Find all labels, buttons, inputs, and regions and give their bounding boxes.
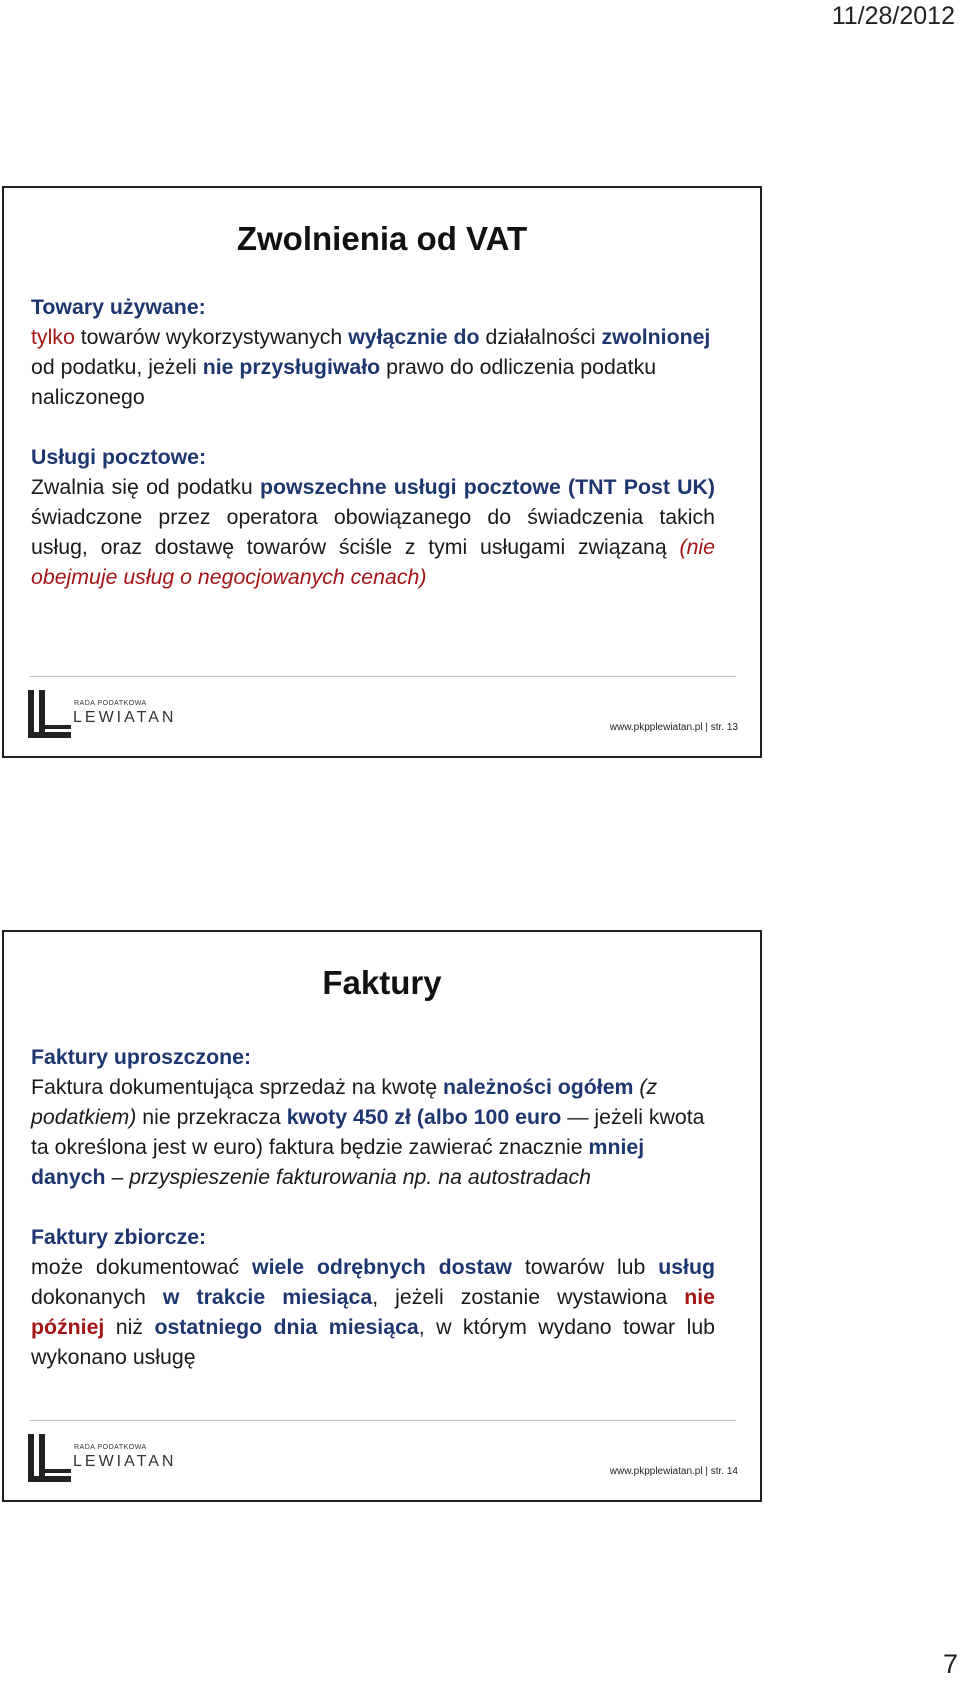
footer-url-page: www.pkpplewiatan.pl | str. 14 [609,1466,738,1477]
slide-title: Zwolnienia od VAT [236,220,528,257]
paragraph-faktury-zbiorcze: może dokumentować wiele odrębnych dostaw towarów lub usług dokonanych w trakcie miesiąca, jeżeli zostanie wystawiona nie później niż ostatniego dnia miesiąca, w którym wydano towar lub wykonano usługę [31,1255,716,1369]
lewiatan-logo-mark-icon [28,1432,72,1484]
slide-page: str. 14 [710,1466,738,1477]
paragraph-uslugi-pocztowe: Zwalnia się od podatku powszechne usługi pocztowe (TNT Post UK) świadczone przez operatora obowiązanego do świadczenia takich usług, oraz dostawę towarów ściśle z tymi usługami związaną (nie obejmuje usług o negocjowanych cenach) [31,475,715,589]
paragraph-faktury-uproszczone: Faktura dokumentująca sprzedaż na kwotę należności ogółem (z podatkiem) nie przekracza kwoty 450 zł (albo 100 euro — jeżeli kwota ta określona jest w euro) faktura będzie zawierać znacznie mniej danych – przyspieszenie fakturowania np. na autostradach [31,1075,705,1189]
slide-faktury [2,930,762,1502]
slide-body [31,1042,715,1372]
section-heading-towary-uzywane: Towary używane: [31,295,206,319]
footer-divider [30,676,736,677]
logo-subtitle: RADA PODATKOWA [74,700,147,707]
lewiatan-logo-mark-icon [28,688,72,740]
footer-url[interactable]: www.pkpplewiatan.pl [609,1466,703,1477]
slide-title: Faktury [322,964,442,1001]
lewiatan-logo [28,688,188,740]
slide-page: str. 13 [710,722,738,733]
page-number: 7 [942,1649,958,1679]
footer-divider [30,1420,736,1421]
section-heading-faktury-uproszczone: Faktury uproszczone: [31,1045,252,1069]
section-heading-faktury-zbiorcze: Faktury zbiorcze: [31,1225,207,1249]
slide-body [31,292,715,592]
logo-wordmark: LEWIATAN [73,1453,177,1470]
lewiatan-logo [28,1432,188,1484]
footer-url[interactable]: www.pkpplewiatan.pl [609,722,703,733]
footer-url-page: www.pkpplewiatan.pl | str. 13 [609,722,738,733]
slide-zwolnienia-od-vat [2,186,762,758]
paragraph-towary-uzywane: tylko towarów wykorzystywanych wyłącznie do działalności zwolnionej od podatku, jeżeli nie przysługiwało prawo do odliczenia podatku naliczonego [31,325,711,409]
logo-wordmark: LEWIATAN [73,709,177,726]
section-heading-uslugi-pocztowe: Usługi pocztowe: [31,445,207,469]
logo-subtitle: RADA PODATKOWA [74,1444,147,1451]
print-date: 11/28/2012 [831,2,955,30]
